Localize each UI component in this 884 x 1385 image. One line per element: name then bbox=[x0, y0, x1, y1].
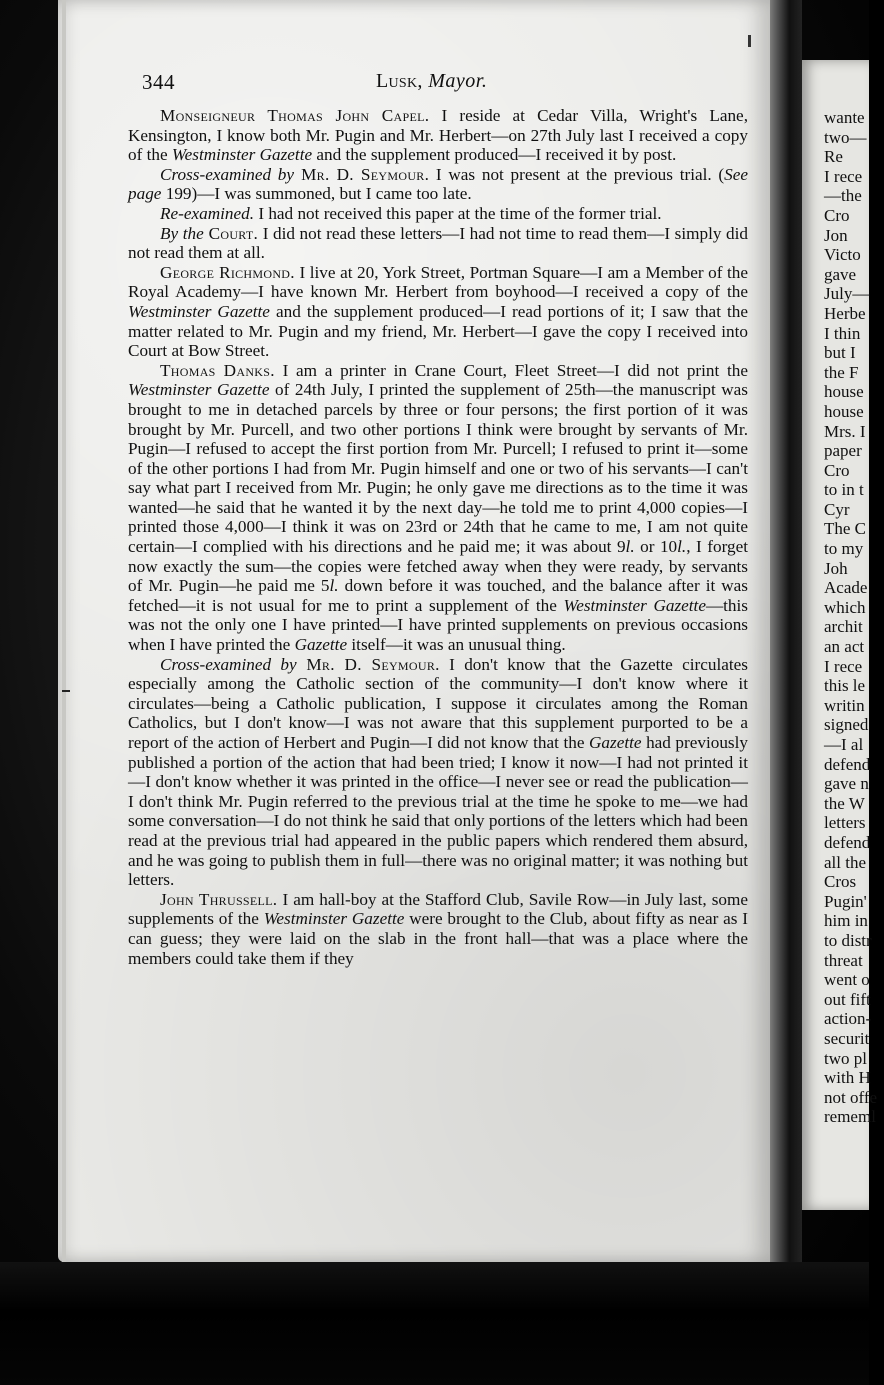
facing-page-line: but I bbox=[824, 343, 856, 363]
italic-text: Westminster Gazette bbox=[128, 380, 270, 400]
facing-page-line: Joh bbox=[824, 558, 848, 578]
witness-name: Thomas Danks. bbox=[160, 360, 275, 380]
italic-text: Westminster Gazette bbox=[563, 595, 706, 615]
facing-page-line: July— bbox=[824, 284, 870, 304]
facing-page-line: this le bbox=[824, 676, 866, 696]
facing-page-line: gave n bbox=[824, 774, 869, 794]
bottom-shadow bbox=[0, 1262, 869, 1385]
testimony-text: were brought to the Club, about fifty as near as I can guess; they were laid on the slab in the front hall—that was a place where the members could take them if they bbox=[128, 909, 748, 968]
examiner-name: Court. bbox=[203, 223, 259, 243]
margin-tick bbox=[62, 690, 70, 692]
facing-page-line: writin bbox=[824, 695, 865, 715]
testimony-text: and the supplement produced—I received it by post. bbox=[312, 145, 677, 165]
facing-page-line: —the bbox=[824, 186, 862, 206]
facing-page-line: Cros bbox=[824, 872, 857, 892]
title-name: Lusk, bbox=[376, 70, 423, 92]
facing-page-text bbox=[824, 108, 884, 1127]
facing-page bbox=[800, 60, 878, 1210]
facing-page-line: The C bbox=[824, 519, 867, 539]
facing-page-line: an act bbox=[824, 637, 865, 657]
examination-label: By the bbox=[160, 223, 204, 243]
facing-page-line: paper bbox=[824, 441, 862, 461]
facing-page-line: all the bbox=[824, 852, 867, 872]
testimony-paragraph bbox=[128, 204, 748, 224]
testimony-text: and the supplement produced—I read portions of it; I saw that the matter related to Mr. Pugin and my friend, Mr. Herbert—I gave the copy I received into Court at Bow Street. bbox=[128, 301, 748, 361]
facing-page-line: to in t bbox=[824, 480, 864, 500]
examination-label: Cross-examined by bbox=[160, 654, 297, 674]
testimony-text: down before it was touched, and the balance after it was fetched—it is not usual for me to print a supplement of the bbox=[128, 576, 748, 615]
facing-page-line: Jon bbox=[824, 225, 848, 245]
facing-page-line: him in bbox=[824, 911, 868, 931]
testimony-text: itself—it was an unusual thing. bbox=[347, 635, 566, 655]
testimony-text: 199)—I was summoned, but I came too late. bbox=[161, 184, 472, 204]
testimony-text: I am a printer in Crane Court, Fleet Street—I did not print the bbox=[282, 360, 749, 380]
testimony-paragraph bbox=[128, 655, 748, 890]
italic-text: l. bbox=[625, 537, 635, 557]
facing-page-line: went o bbox=[824, 970, 870, 990]
facing-page-line: Re bbox=[824, 147, 843, 167]
facing-page-line: defend bbox=[824, 754, 871, 774]
facing-page-line: out fift bbox=[824, 989, 871, 1009]
examiner-name: Mr. D. Seymour. bbox=[294, 164, 430, 184]
witness-name: Monseigneur Thomas John Capel. bbox=[160, 106, 430, 125]
italic-text: Westminster Gazette bbox=[128, 301, 270, 321]
facing-page-line: Cro bbox=[824, 205, 850, 225]
facing-page-line: defend bbox=[824, 832, 871, 852]
testimony-paragraph bbox=[128, 361, 748, 655]
testimony-paragraph bbox=[128, 106, 748, 165]
facing-page-line: not offe bbox=[824, 1087, 878, 1107]
page-edge bbox=[62, 0, 66, 1262]
testimony-text: I live at 20, York Street, Portman Square—I am a Member of the Royal Academy—I have known Mr. Herbert from boyhood—I received a copy of the bbox=[128, 262, 748, 302]
italic-text: See page bbox=[128, 164, 748, 204]
testimony-text: I am hall-boy at the Stafford Club, Savile Row—in July last, some supplements of the bbox=[128, 889, 749, 929]
facing-page-line: house bbox=[824, 401, 864, 421]
italic-text: Gazette bbox=[589, 733, 642, 752]
facing-page-line: Victo bbox=[824, 245, 861, 265]
facing-page-line: threat bbox=[824, 950, 863, 970]
facing-page-line: signed bbox=[824, 715, 869, 735]
italic-text: Westminster Gazette bbox=[263, 909, 405, 929]
facing-page-line: Acade bbox=[824, 578, 868, 598]
testimony-text: I had not received this paper at the time of the former trial. bbox=[258, 203, 662, 223]
testimony-text: I don't know that the Gazette circulates especially among the Catholic section of the community—I don't know where it circulates—being a Catholic publication, I suppose it circulates among the Roman Catholics, but I don't know—I was not aware that this supplement purported to be a report of the action of Herbert and Pugin—I did not know that the bbox=[128, 654, 748, 752]
testimony-text: I did not read these letters—I had not time to read them—I simply did not read them at all. bbox=[128, 223, 748, 263]
facing-page-line: archit bbox=[824, 617, 863, 637]
facing-page-line: with H bbox=[824, 1068, 871, 1088]
facing-page-line: Cro bbox=[824, 460, 850, 480]
testimony-text: or 10 bbox=[634, 537, 678, 557]
facing-page-line: I rece bbox=[824, 166, 863, 186]
testimony-text: I was not present at the previous trial. ( bbox=[435, 164, 725, 184]
facing-page-line: I rece bbox=[824, 656, 863, 676]
facing-page-line: rememl bbox=[824, 1107, 876, 1127]
facing-page-line: Cyr bbox=[824, 499, 850, 519]
italic-text: l. bbox=[677, 537, 687, 557]
facing-page-line: two— bbox=[824, 127, 867, 147]
facing-page-line: Pugin' bbox=[824, 891, 867, 911]
italic-text: Gazette bbox=[294, 635, 348, 655]
facing-page-line: wante bbox=[824, 108, 865, 127]
testimony-text: of 24th July, I printed the supplement of 25th—the manuscript was brought to me in detached parcels by three or four persons; the first portion of it was brought by Mr. Purcell, and two other portions I think were brought by servants of Mr. Pugin—I refused to accept the first portion from Mr. Purcell; I refused to print it—some of the other portions I had from Mr. Pugin himself and one or two of his servants—I can't say what part I received from Mr. Pugin; he only gave me directions as to the time it was wanted—he said that he wanted it by the next day—he told me to print 4,000 copies—I printed those 4,000—I think it was on 23rd or 24th that he came to me, I am not quite certain—I complied with his directions and he paid me; it was about 9 bbox=[128, 380, 748, 557]
testimony-text: I reside at Cedar Villa, Wright's Lane, Kensington, I know both Mr. Pugin and Mr. Herbert—on 27th July last I received a copy of the bbox=[128, 106, 748, 165]
testimony-paragraph bbox=[128, 263, 748, 361]
testimony-text: , I forget now exactly the sum—the copies were fetched away when they were ready, by servants of Mr. Pugin—he paid me 5 bbox=[128, 537, 748, 596]
examiner-name: Mr. D. Seymour. bbox=[296, 654, 440, 674]
facing-page-line: securit bbox=[824, 1028, 870, 1048]
testimony-text: —this was not the only one I have printed—I have printed supplements on previous occasions when I have printed the bbox=[128, 595, 748, 655]
facing-page-line: Mrs. I bbox=[824, 421, 866, 441]
page-number: 344 bbox=[142, 70, 175, 94]
facing-page-line: letters bbox=[824, 813, 866, 833]
running-head bbox=[128, 70, 748, 100]
testimony-body bbox=[128, 106, 748, 968]
facing-page-line: Herbe bbox=[824, 303, 866, 323]
testimony-paragraph bbox=[128, 165, 748, 204]
page-content bbox=[128, 70, 748, 968]
facing-page-line: house bbox=[824, 382, 864, 402]
page-title bbox=[376, 70, 487, 93]
facing-page-line: to distr bbox=[824, 930, 872, 950]
facing-page-line: I thin bbox=[824, 323, 861, 343]
testimony-paragraph bbox=[128, 224, 748, 263]
facing-page-line: to my bbox=[824, 539, 864, 559]
facing-page-line: which bbox=[824, 597, 866, 617]
facing-page-line: gave bbox=[824, 264, 857, 284]
testimony-text: had previously published a portion of the action that had been tried; I know it now—I had not printed it—I don't know whether it was printed in the office—I never see or read the publication—I don't think Mr. Pugin referred to the previous trial at the time he spoke to me—we had some conversation—I do not think he said that only portions of the letters which had been read at the previous trial had appeared in the public papers which rendered them absurd, and he was going to publish them in full—there was no original matter; it was nothing but letters. bbox=[128, 733, 748, 890]
witness-name: George Richmond. bbox=[160, 262, 295, 282]
examination-label: Cross-examined by bbox=[160, 164, 295, 184]
italic-text: l. bbox=[329, 576, 339, 596]
facing-page-line: action- bbox=[824, 1009, 872, 1029]
testimony-paragraph bbox=[128, 890, 748, 968]
title-office: Mayor. bbox=[428, 70, 488, 92]
examination-label: Re-examined. bbox=[160, 203, 255, 223]
witness-name: John Thrussell. bbox=[160, 889, 278, 909]
margin-mark bbox=[748, 35, 751, 47]
facing-page-line: the W bbox=[824, 793, 865, 813]
italic-text: Westminster Gazette bbox=[171, 145, 313, 165]
facing-page-line: two pl bbox=[824, 1048, 867, 1068]
facing-page-line: —I al bbox=[824, 735, 864, 754]
facing-page-line: the F bbox=[824, 362, 859, 382]
